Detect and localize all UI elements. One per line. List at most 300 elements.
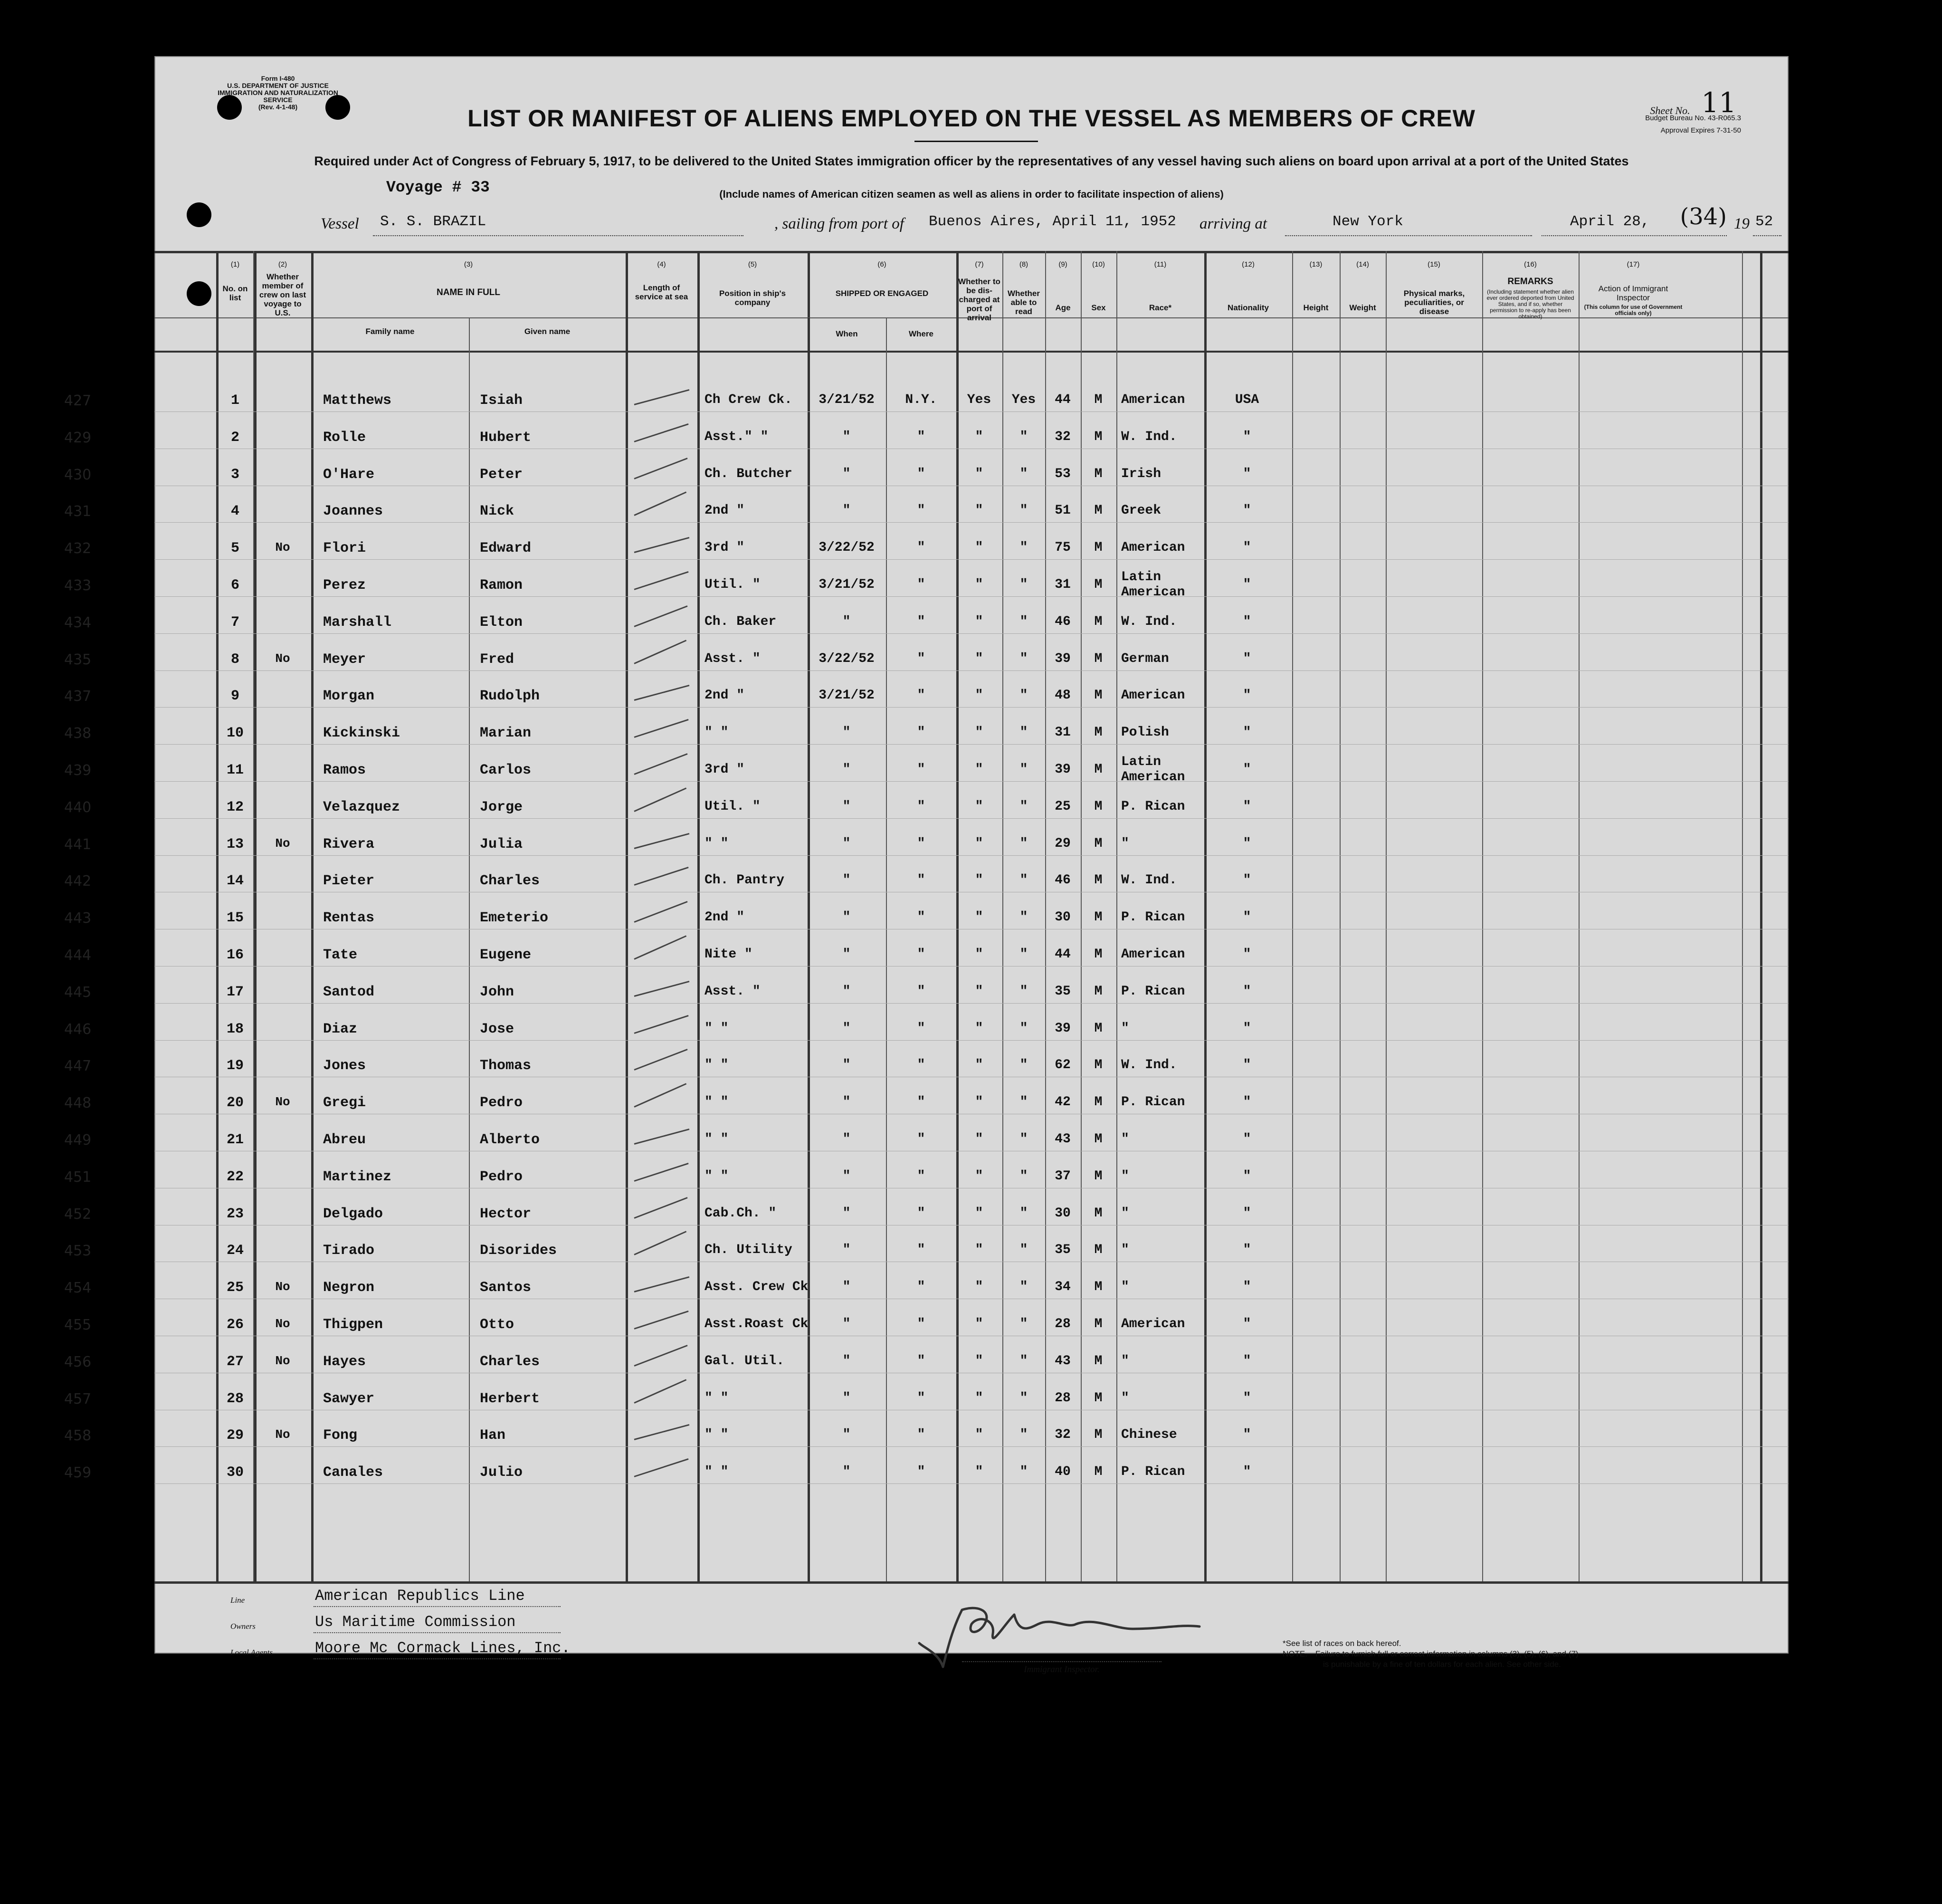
- cell-given: Charles: [480, 873, 540, 890]
- cell-when: ": [842, 503, 851, 518]
- cell-given: Thomas: [480, 1058, 532, 1074]
- cell-when: ": [842, 762, 851, 777]
- margin-number: 454: [64, 1280, 92, 1297]
- cell-position: " ": [704, 1390, 729, 1406]
- header-given-name: Given name: [524, 327, 571, 336]
- cell-sex: M: [1094, 1464, 1103, 1480]
- cell-position: Asst. ": [704, 984, 761, 999]
- margin-number: 438: [64, 725, 92, 742]
- cell-discharged: ": [975, 836, 983, 851]
- cell-when: 3/22/52: [819, 651, 875, 666]
- service-tick-mark: [634, 1231, 686, 1256]
- cell-given: Carlos: [480, 762, 532, 778]
- page-title: LIST OR MANIFEST OF ALIENS EMPLOYED ON THE VESSEL AS MEMBERS OF CREW: [467, 105, 1476, 132]
- cell-position: " ": [704, 1021, 729, 1036]
- cell-read: ": [1019, 1132, 1028, 1147]
- cell-when: ": [842, 725, 851, 740]
- cell-position: Asst. ": [704, 651, 761, 666]
- cell-where: ": [917, 1353, 925, 1368]
- cell-family: Santod: [323, 984, 375, 1000]
- cell-discharged: ": [975, 873, 983, 888]
- cell-when: ": [842, 1427, 851, 1443]
- owners-label: Owners: [230, 1622, 256, 1631]
- cell-discharged: ": [975, 651, 983, 666]
- agents-value[interactable]: Moore Mc Cormack Lines, Inc.: [315, 1639, 571, 1657]
- cell-where: ": [917, 1427, 925, 1443]
- cell-position: Util. ": [704, 577, 761, 592]
- cell-given: Jorge: [480, 799, 523, 815]
- cell-read: ": [1019, 1021, 1028, 1036]
- cell-position: " ": [704, 1095, 729, 1110]
- cell-no: 16: [226, 947, 244, 963]
- cell-given: Herbert: [480, 1390, 540, 1407]
- form-service: IMMIGRATION AND NATURALIZATION SERVICE: [218, 89, 338, 104]
- arriving-port[interactable]: New York: [1333, 213, 1403, 230]
- line-underline: [314, 1606, 561, 1607]
- row-rule: [154, 855, 1789, 856]
- cell-where: ": [917, 1317, 925, 1331]
- cell-where: ": [917, 1206, 925, 1221]
- cell-position: 2nd ": [704, 910, 745, 925]
- cell-where: ": [917, 1132, 925, 1147]
- cell-discharged: ": [975, 1206, 983, 1221]
- cell-age: 30: [1055, 1206, 1071, 1221]
- cell-age: 35: [1055, 984, 1071, 999]
- cell-race: ": [1121, 1390, 1129, 1406]
- cell-sex: M: [1094, 947, 1103, 962]
- header-remarks-note: (Including statement whether alien ever ordered deported from United States, and if so, whether permission to re-apply has been obtained): [1486, 288, 1574, 320]
- cell-sex: M: [1094, 429, 1103, 444]
- cell-discharged: ": [975, 725, 983, 740]
- voyage-number: Voyage # 33: [386, 179, 490, 196]
- cell-no: 18: [226, 1021, 244, 1037]
- cell-nationality: ": [1243, 540, 1251, 555]
- cell-nationality: ": [1243, 984, 1251, 999]
- cell-discharged: ": [975, 1021, 983, 1036]
- cell-age: 30: [1055, 910, 1071, 925]
- col-number: (1): [230, 260, 240, 268]
- cell-family: Jones: [323, 1058, 366, 1074]
- cell-sex: M: [1094, 1390, 1103, 1406]
- cell-nationality: ": [1243, 651, 1251, 666]
- cell-no: 3: [230, 466, 239, 483]
- vessel-name[interactable]: S. S. BRAZIL: [380, 213, 486, 230]
- cell-nationality: ": [1243, 1427, 1251, 1443]
- sailing-label: , sailing from port of: [774, 215, 904, 232]
- cell-nationality: ": [1243, 1243, 1251, 1258]
- col-number: (4): [657, 260, 666, 268]
- inspector-signature: [895, 1596, 1276, 1672]
- shipped-subrule: [808, 317, 956, 318]
- header-position: Position in ship's company: [719, 289, 786, 307]
- cell-sex: M: [1094, 873, 1103, 888]
- col-number: (16): [1524, 260, 1537, 268]
- service-tick-mark: [634, 1129, 690, 1145]
- cell-given: Ramon: [480, 577, 523, 593]
- row-rule: [154, 411, 1789, 412]
- cell-race: ": [1121, 1353, 1129, 1368]
- cell-race: P. Rican: [1121, 984, 1185, 999]
- cell-read: ": [1019, 1353, 1028, 1368]
- cell-family: Abreu: [323, 1132, 366, 1148]
- cell-given: Santos: [480, 1280, 532, 1296]
- margin-number: 441: [64, 836, 92, 853]
- margin-number: 453: [64, 1243, 92, 1260]
- cell-race: American: [1121, 688, 1185, 703]
- cell-age: 37: [1055, 1168, 1071, 1184]
- cell-given: Eugene: [480, 947, 532, 963]
- date-underline: [1542, 235, 1727, 236]
- cell-where: ": [917, 1058, 925, 1073]
- header-inspector-action: Action of Immigrant Inspector: [1598, 284, 1668, 302]
- col-rule: [1579, 251, 1580, 1581]
- cell-read: ": [1019, 651, 1028, 666]
- service-tick-mark: [634, 1345, 687, 1367]
- row-rule: [154, 1446, 1789, 1447]
- cell-discharged: ": [975, 1427, 983, 1443]
- cell-race: Greek: [1121, 503, 1161, 518]
- cell-no: 22: [226, 1168, 244, 1185]
- service-tick-mark: [634, 640, 686, 664]
- cell-read: ": [1019, 1317, 1028, 1331]
- header-bottom-rule: [154, 351, 1789, 353]
- row-rule: [154, 781, 1789, 782]
- cell-given: Nick: [480, 503, 514, 520]
- cell-family: Pieter: [323, 873, 375, 890]
- cell-no: 24: [226, 1243, 244, 1259]
- cell-where: ": [917, 577, 925, 592]
- cell-no: 26: [226, 1317, 244, 1333]
- cell-read: ": [1019, 725, 1028, 740]
- cell-given: Charles: [480, 1353, 540, 1370]
- cell-last: No: [275, 1095, 290, 1110]
- cell-no: 11: [226, 762, 244, 778]
- cell-age: 51: [1055, 503, 1071, 518]
- cell-no: 17: [226, 984, 244, 1000]
- cell-when: ": [842, 1353, 851, 1368]
- cell-where: ": [917, 799, 925, 814]
- year-prefix: 19: [1734, 215, 1750, 232]
- cell-where: ": [917, 1168, 925, 1184]
- cell-given: Julia: [480, 836, 523, 852]
- row-rule: [154, 633, 1789, 634]
- cell-family: Hayes: [323, 1353, 366, 1370]
- cell-position: " ": [704, 1058, 729, 1073]
- cell-last: No: [275, 836, 290, 851]
- cell-no: 4: [230, 503, 239, 520]
- cell-position: " ": [704, 1168, 729, 1184]
- cell-where: ": [917, 1464, 925, 1480]
- cell-nationality: ": [1243, 1280, 1251, 1295]
- cell-last: No: [275, 1353, 290, 1368]
- margin-number: 439: [64, 762, 92, 779]
- row-rule: [154, 1003, 1789, 1004]
- cell-nationality: ": [1243, 947, 1251, 962]
- cell-position: Ch. Utility: [704, 1243, 792, 1258]
- sheet-number-label: Sheet No.: [1650, 105, 1690, 116]
- cell-read: ": [1019, 984, 1028, 999]
- cell-age: 31: [1055, 725, 1071, 740]
- cell-family: Martinez: [323, 1168, 392, 1185]
- cell-nationality: ": [1243, 873, 1251, 888]
- cell-family: Joannes: [323, 503, 383, 520]
- cell-race: ": [1121, 1021, 1129, 1036]
- cell-discharged: ": [975, 1390, 983, 1406]
- margin-number: 456: [64, 1353, 92, 1370]
- cell-age: 43: [1055, 1132, 1071, 1147]
- col-rule: [1760, 251, 1762, 1581]
- owners-value[interactable]: Us Maritime Commission: [315, 1613, 516, 1631]
- col-number: (5): [748, 260, 757, 268]
- cell-discharged: ": [975, 577, 983, 592]
- col-number: (9): [1058, 260, 1067, 268]
- cell-sex: M: [1094, 577, 1103, 592]
- cell-given: Isiah: [480, 392, 523, 409]
- col-number: (8): [1019, 260, 1028, 268]
- margin-number: 443: [64, 910, 92, 927]
- cell-family: Tate: [323, 947, 358, 963]
- col-rule: [1386, 251, 1387, 1581]
- cell-no: 30: [226, 1464, 244, 1481]
- cell-when: 3/21/52: [819, 688, 875, 703]
- cell-position: " ": [704, 1427, 729, 1443]
- col-number: (17): [1627, 260, 1640, 268]
- cell-position: Ch. Baker: [704, 614, 777, 629]
- cell-when: ": [842, 614, 851, 629]
- cell-age: 43: [1055, 1353, 1071, 1368]
- service-tick-mark: [634, 571, 689, 590]
- margin-number: 452: [64, 1206, 92, 1223]
- col-number: (10): [1092, 260, 1105, 268]
- cell-where: N.Y.: [905, 392, 937, 407]
- service-tick-mark: [634, 1379, 686, 1404]
- cell-given: Hubert: [480, 429, 532, 446]
- cell-read: ": [1019, 799, 1028, 814]
- cell-discharged: ": [975, 1132, 983, 1147]
- cell-age: 32: [1055, 429, 1071, 444]
- cell-race: P. Rican: [1121, 799, 1185, 814]
- cell-no: 1: [230, 392, 239, 409]
- service-tick-mark: [634, 1311, 689, 1330]
- cell-where: ": [917, 1390, 925, 1406]
- cell-sex: M: [1094, 1427, 1103, 1443]
- cell-sex: M: [1094, 1243, 1103, 1258]
- cell-race: German: [1121, 651, 1169, 666]
- cell-given: Edward: [480, 540, 532, 557]
- cell-sex: M: [1094, 466, 1103, 481]
- cell-no: 28: [226, 1390, 244, 1407]
- margin-number: 449: [64, 1132, 92, 1148]
- header-race: Race*: [1149, 303, 1172, 312]
- cell-no: 15: [226, 910, 244, 927]
- header-when: When: [836, 329, 858, 338]
- cell-no: 2: [230, 429, 239, 446]
- cell-position: Gal. Util.: [704, 1353, 785, 1368]
- agents-label: Local Agents: [230, 1648, 273, 1657]
- margin-number: 459: [64, 1464, 92, 1482]
- service-tick-mark: [634, 685, 690, 701]
- cell-age: 28: [1055, 1317, 1071, 1331]
- margin-number: 445: [64, 984, 92, 1001]
- cell-race: W. Ind.: [1121, 429, 1177, 444]
- cell-age: 44: [1055, 392, 1071, 407]
- cell-race: Chinese: [1121, 1427, 1177, 1443]
- col-number: (3): [464, 260, 473, 268]
- cell-when: ": [842, 1390, 851, 1406]
- cell-where: ": [917, 947, 925, 962]
- cell-race: W. Ind.: [1121, 614, 1177, 629]
- margin-number: 430: [64, 466, 92, 483]
- cell-race: ": [1121, 836, 1129, 851]
- cell-position: Asst. Crew Ck: [704, 1280, 809, 1295]
- agents-underline: [314, 1658, 561, 1659]
- cell-family: Kickinski: [323, 725, 400, 742]
- cell-race: P. Rican: [1121, 910, 1185, 925]
- cell-no: 20: [226, 1095, 244, 1111]
- col-number: (13): [1309, 260, 1323, 268]
- cell-where: ": [917, 429, 925, 444]
- header-length-service: Length of service at sea: [635, 283, 688, 301]
- cell-no: 8: [230, 651, 239, 668]
- cell-no: 10: [226, 725, 244, 742]
- row-rule: [154, 707, 1789, 708]
- cell-age: 31: [1055, 577, 1071, 592]
- cell-given: Hector: [480, 1206, 532, 1222]
- cell-race: W. Ind.: [1121, 1058, 1177, 1073]
- cell-race: ": [1121, 1206, 1129, 1221]
- margin-number: 448: [64, 1095, 92, 1112]
- cell-last: No: [275, 1317, 290, 1331]
- cell-when: ": [842, 1243, 851, 1258]
- cell-where: ": [917, 836, 925, 851]
- service-tick-mark: [634, 458, 687, 479]
- cell-read: ": [1019, 540, 1028, 555]
- service-tick-mark: [634, 719, 689, 738]
- cell-family: Delgado: [323, 1206, 383, 1222]
- cell-when: 3/22/52: [819, 540, 875, 555]
- cell-family: O'Hare: [323, 466, 375, 483]
- header-weight: Weight: [1349, 303, 1376, 312]
- cell-age: 48: [1055, 688, 1071, 703]
- inspector-label: Immigrant Inspector.: [1024, 1665, 1100, 1674]
- cell-when: ": [842, 910, 851, 925]
- service-tick-mark: [634, 1197, 687, 1219]
- cell-read: ": [1019, 577, 1028, 592]
- vessel-underline: [373, 235, 743, 236]
- line-value[interactable]: American Republics Line: [315, 1587, 525, 1605]
- cell-read: ": [1019, 1095, 1028, 1110]
- cell-race: American: [1121, 392, 1185, 407]
- col-rule: [697, 251, 700, 1581]
- form-id: Form I-480: [261, 75, 295, 82]
- cell-read: ": [1019, 429, 1028, 444]
- cell-sex: M: [1094, 1021, 1103, 1036]
- cell-sex: M: [1094, 1280, 1103, 1295]
- cell-position: Util. ": [704, 799, 761, 814]
- cell-no: 13: [226, 836, 244, 852]
- cell-given: Peter: [480, 466, 523, 483]
- circled-number: (34): [1680, 203, 1727, 230]
- cell-age: 39: [1055, 651, 1071, 666]
- cell-family: Matthews: [323, 392, 392, 409]
- col-rule: [311, 251, 314, 1581]
- cell-nationality: ": [1243, 1132, 1251, 1147]
- cell-read: ": [1019, 466, 1028, 481]
- arriving-label: arriving at: [1199, 215, 1267, 232]
- cell-where: ": [917, 1021, 925, 1036]
- margin-number: 434: [64, 614, 92, 631]
- cell-when: ": [842, 984, 851, 999]
- arrival-date[interactable]: April 28,: [1570, 213, 1650, 230]
- service-tick-mark: [634, 753, 687, 775]
- col-number: (6): [877, 260, 886, 268]
- row-rule: [154, 596, 1789, 597]
- cell-family: Gregi: [323, 1095, 366, 1111]
- cell-race: ": [1121, 1280, 1129, 1295]
- cell-age: 62: [1055, 1058, 1071, 1073]
- service-tick-mark: [634, 833, 690, 849]
- service-tick-mark: [634, 901, 687, 923]
- cell-when: ": [842, 1206, 851, 1221]
- header-remarks: REMARKS: [1507, 277, 1553, 287]
- cell-nationality: ": [1243, 429, 1251, 444]
- cell-read: ": [1019, 873, 1028, 888]
- cell-read: Yes: [1011, 392, 1036, 407]
- cell-race: American: [1121, 947, 1185, 962]
- row-rule: [154, 1040, 1789, 1041]
- margin-number: 433: [64, 577, 92, 594]
- cell-age: 32: [1055, 1427, 1071, 1443]
- cell-nationality: ": [1243, 799, 1251, 814]
- cell-race: W. Ind.: [1121, 873, 1177, 888]
- cell-no: 21: [226, 1132, 244, 1148]
- cell-position: Asst." ": [704, 429, 769, 444]
- cell-family: Rolle: [323, 429, 366, 446]
- cell-family: Marshall: [323, 614, 392, 631]
- line-label: Line: [230, 1596, 245, 1605]
- cell-discharged: ": [975, 1317, 983, 1331]
- cell-read: ": [1019, 614, 1028, 629]
- cell-nationality: ": [1243, 836, 1251, 851]
- header-name-in-full: NAME IN FULL: [436, 287, 501, 297]
- cell-no: 6: [230, 577, 239, 593]
- vessel-label: Vessel: [321, 215, 359, 232]
- margin-number: 455: [64, 1317, 92, 1333]
- cell-nationality: ": [1243, 466, 1251, 481]
- cell-discharged: ": [975, 1058, 983, 1073]
- cell-sex: M: [1094, 1132, 1103, 1147]
- cell-age: 25: [1055, 799, 1071, 814]
- sailing-value[interactable]: Buenos Aires, April 11, 1952: [929, 213, 1176, 230]
- cell-read: ": [1019, 1168, 1028, 1184]
- cell-sex: M: [1094, 762, 1103, 777]
- header-family-name: Family name: [365, 327, 415, 336]
- margin-number: 432: [64, 540, 92, 557]
- year-suffix[interactable]: 52: [1755, 213, 1773, 230]
- cell-when: ": [842, 1132, 851, 1147]
- cell-discharged: ": [975, 1280, 983, 1295]
- cell-position: " ": [704, 836, 729, 851]
- col-rule: [1482, 251, 1483, 1581]
- year-underline: [1753, 235, 1781, 236]
- header-shipped-engaged: SHIPPED OR ENGAGED: [835, 289, 929, 298]
- cell-age: 34: [1055, 1280, 1071, 1295]
- punch-hole: [187, 202, 211, 227]
- cell-given: Otto: [480, 1317, 514, 1333]
- cell-when: ": [842, 836, 851, 851]
- col-number: (11): [1154, 260, 1167, 268]
- cell-discharged: ": [975, 799, 983, 814]
